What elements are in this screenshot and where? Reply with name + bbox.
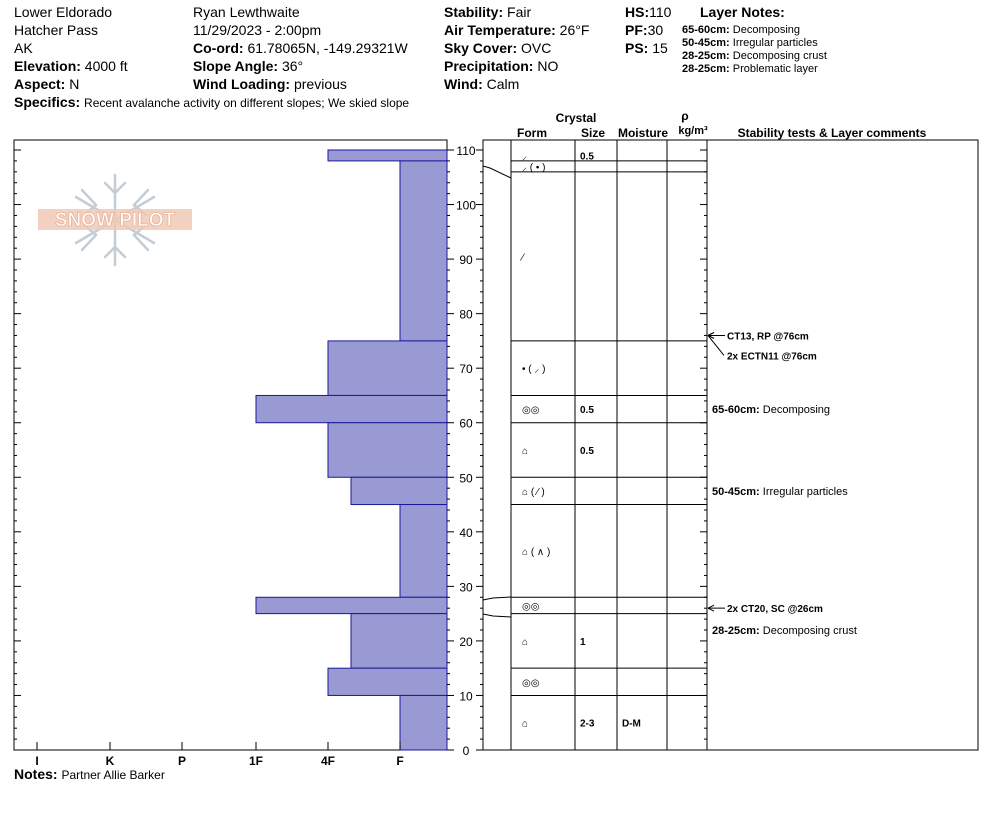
slope-label: Slope Angle: bbox=[193, 58, 279, 74]
grain-size: 1 bbox=[580, 636, 586, 648]
hardness-bar bbox=[400, 695, 447, 750]
stability-comments bbox=[708, 331, 857, 637]
hardness-bar bbox=[328, 150, 447, 161]
elevation-label: Elevation: bbox=[14, 58, 81, 74]
state: AK bbox=[14, 40, 33, 56]
ps-label: PS: bbox=[625, 40, 649, 56]
grain-form: • ( ⸝ ) bbox=[522, 364, 546, 376]
hs-label: HS: bbox=[625, 4, 650, 20]
depth-tick-label: 70 bbox=[459, 362, 473, 377]
grain-form: ⁄ bbox=[522, 252, 524, 264]
sky-value: OVC bbox=[521, 40, 552, 56]
aspect-label: Aspect: bbox=[14, 76, 66, 92]
hardness-tick-label: P bbox=[177, 754, 187, 768]
stability-test-label: 2x ECTN11 @76cm bbox=[727, 351, 817, 363]
wind-loading-value: previous bbox=[293, 76, 347, 92]
pf-label: PF: bbox=[625, 22, 648, 38]
grain-form: ⸝ ( • ) bbox=[522, 162, 546, 174]
grain-form: ⌂ bbox=[522, 718, 529, 730]
specifics-value: Recent avalanche activity on different slopes; We skied slope bbox=[84, 96, 410, 110]
notes bbox=[14, 766, 165, 782]
depth-tick-label: 40 bbox=[459, 525, 473, 540]
hardness-bar bbox=[256, 395, 447, 422]
air-temp-label: Air Temperature: bbox=[444, 22, 556, 38]
precip-value: NO bbox=[537, 58, 559, 74]
depth-tick-label: 110 bbox=[456, 144, 476, 159]
layer-comment bbox=[712, 404, 830, 416]
elevation-value: 4000 ft bbox=[84, 58, 128, 74]
layer-comment-range: 50-45cm: bbox=[712, 485, 763, 498]
coord-value: 61.78065N, -149.29321W bbox=[247, 40, 408, 56]
notes-value: Partner Allie Barker bbox=[61, 768, 165, 782]
grain-table-frame bbox=[483, 140, 978, 750]
snowpilot-logo bbox=[38, 175, 192, 265]
stability-value: Fair bbox=[507, 4, 532, 20]
wind-label: Wind: bbox=[444, 76, 483, 92]
air-temp-value: 26°F bbox=[559, 22, 590, 38]
hardness-tick-label: F bbox=[396, 754, 404, 768]
stability-test-label: CT13, RP @76cm bbox=[727, 331, 809, 343]
layer-note-range: 65-60cm: bbox=[682, 24, 730, 36]
moisture-header: Moisture bbox=[617, 126, 669, 140]
depth-tick-label: 10 bbox=[459, 689, 473, 704]
area: Hatcher Pass bbox=[14, 22, 99, 38]
pf-value: 30 bbox=[647, 22, 664, 38]
layer-note-text: Irregular particles bbox=[732, 37, 818, 49]
depth-tick-label: 90 bbox=[459, 253, 473, 268]
layer-note-text: Problematic layer bbox=[732, 63, 818, 75]
hardness-tick-label: 1F bbox=[248, 754, 264, 768]
layer-note-range: 28-25cm: bbox=[682, 63, 730, 75]
stability-label: Stability: bbox=[444, 4, 504, 20]
grain-form: ⸝ bbox=[522, 151, 527, 163]
hardness-tick-label: I bbox=[35, 754, 39, 768]
layer-comment bbox=[712, 625, 857, 637]
rho-header: ρ bbox=[681, 109, 689, 123]
datetime: 11/29/2023 - 2:00pm bbox=[193, 22, 322, 38]
layer-comment-text: Decomposing crust bbox=[762, 625, 857, 638]
hardness-bar bbox=[400, 161, 447, 341]
hardness-bars bbox=[256, 150, 447, 750]
grain-size: 0.5 bbox=[580, 151, 594, 163]
hardness-bar bbox=[256, 597, 447, 613]
depth-tick-label: 0 bbox=[462, 744, 470, 758]
depth-tick-label: 80 bbox=[459, 307, 473, 322]
specifics-label: Specifics: bbox=[14, 94, 81, 110]
hardness-axis bbox=[35, 742, 403, 768]
depth-tick-label: 100 bbox=[455, 198, 477, 213]
size-header: Size bbox=[580, 126, 606, 140]
wind-loading-label: Wind Loading: bbox=[193, 76, 291, 92]
density-unit-header: kg/m³ bbox=[678, 125, 708, 137]
grain-size: 2-3 bbox=[580, 718, 595, 730]
coord-label: Co-ord: bbox=[193, 40, 244, 56]
notes-label: Notes: bbox=[14, 766, 58, 782]
layer-note-text: Decomposing crust bbox=[732, 50, 827, 62]
layer-comment-text: Decomposing bbox=[762, 404, 831, 417]
layer-comment-range: 65-60cm: bbox=[712, 404, 763, 417]
layer-note-range: 28-25cm: bbox=[682, 50, 730, 62]
stability-arrow-line bbox=[708, 335, 724, 355]
grain-form: ⌂ ( ⁄ ) bbox=[522, 486, 545, 498]
location: Lower Eldorado bbox=[14, 4, 113, 20]
layer-comment bbox=[712, 486, 848, 498]
hardness-tick-label: 4F bbox=[320, 754, 336, 768]
sky-label: Sky Cover: bbox=[444, 40, 518, 56]
stability-test-label: 2x CT20, SC @26cm bbox=[727, 604, 823, 616]
aspect-value: N bbox=[69, 76, 80, 92]
hardness-bar bbox=[328, 423, 447, 478]
hardness-tick-label: K bbox=[105, 754, 115, 768]
grain-size: 0.5 bbox=[580, 405, 594, 417]
depth-tick-label: 60 bbox=[459, 416, 473, 431]
grain-form: ◎◎ bbox=[522, 601, 540, 613]
ps-value: 15 bbox=[652, 40, 668, 56]
layer-comment-range: 28-25cm: bbox=[712, 625, 763, 638]
hardness-bar bbox=[351, 477, 447, 504]
grain-form: ◎◎ bbox=[522, 405, 540, 417]
grain-form: ⌂ ( ∧ ) bbox=[522, 546, 551, 558]
layer-notes-title: Layer Notes: bbox=[700, 4, 785, 20]
hs-value: 110 bbox=[649, 4, 672, 20]
slope-value: 36° bbox=[281, 58, 304, 74]
grain-size: 0.5 bbox=[580, 446, 594, 458]
grain-form: ⌂ bbox=[522, 636, 529, 648]
layer-comment-text: Irregular particles bbox=[762, 485, 848, 498]
layer-note-text: Decomposing bbox=[732, 24, 801, 36]
wind-value: Calm bbox=[486, 76, 520, 92]
form-header: Form bbox=[517, 126, 547, 140]
hardness-bar bbox=[400, 505, 447, 598]
observer: Ryan Lewthwaite bbox=[193, 4, 300, 20]
grain-form: ◎◎ bbox=[522, 677, 540, 689]
layer-connectors bbox=[483, 166, 511, 617]
grain-moisture: D-M bbox=[622, 718, 641, 730]
comments-header: Stability tests & Layer comments bbox=[737, 126, 927, 140]
hardness-bar bbox=[328, 341, 447, 396]
layer-note-range: 50-45cm: bbox=[682, 37, 730, 49]
depth-tick-label: 50 bbox=[459, 471, 473, 486]
grain-form: ⌂ bbox=[522, 446, 529, 458]
crystal-header: Crystal bbox=[555, 111, 597, 125]
logo-text: SNOW PILOT bbox=[54, 210, 176, 231]
precip-label: Precipitation: bbox=[444, 58, 534, 74]
hardness-bar bbox=[328, 668, 447, 695]
grain-rows bbox=[511, 151, 707, 729]
hardness-bar bbox=[351, 614, 447, 669]
depth-tick-label: 20 bbox=[459, 634, 473, 649]
depth-tick-label: 30 bbox=[459, 580, 473, 595]
